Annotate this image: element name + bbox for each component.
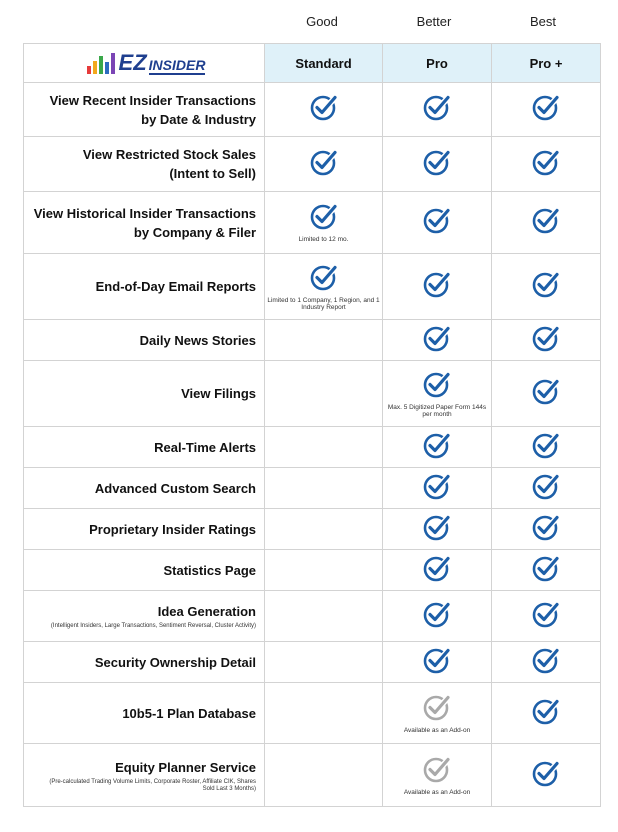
feature-title: Daily News Stories: [139, 332, 256, 348]
plan-note: Max. 5 Digitized Paper Form 144s per month: [387, 403, 487, 418]
plan-cell: [383, 591, 492, 642]
plan-cell: [383, 550, 492, 591]
check-icon: [532, 206, 560, 234]
plan-cell: [492, 320, 601, 361]
tier-best: Best: [529, 14, 556, 29]
header-row: [24, 44, 601, 83]
feature-name-cell: [24, 192, 265, 254]
feature-name-cell: [24, 642, 265, 683]
plan-cell: [383, 192, 492, 254]
plan-cell: [492, 468, 601, 509]
feature-name-cell: [24, 427, 265, 468]
feature-row: [24, 192, 601, 254]
check-icon: [423, 93, 451, 121]
plan-cell: [492, 192, 601, 254]
feature-title: View Restricted Stock Sales: [82, 147, 256, 162]
check-icon: [423, 554, 451, 582]
feature-name-cell: [24, 137, 265, 192]
feature-subtitle: (Pre-calculated Trading Volume Limits, Corporate Roster, Affiliate CIK, Shares Sold Last 3 Months): [49, 778, 256, 792]
check-icon: [423, 513, 451, 541]
check-icon: [310, 202, 338, 230]
feature-title: Idea Generation: [157, 604, 256, 619]
plan-cell: [265, 192, 383, 254]
check-icon: [532, 148, 560, 176]
plan-cell: [265, 509, 383, 550]
plan-cell: [492, 361, 601, 427]
plan-cell: [492, 683, 601, 744]
bar-chart-logo-icon: [83, 50, 119, 76]
check-icon: [532, 697, 560, 725]
feature-row: [24, 550, 601, 591]
plan-cell: [265, 550, 383, 591]
check-icon: [423, 431, 451, 459]
check-icon: [532, 324, 560, 352]
feature-row: [24, 83, 601, 137]
plan-cell: [265, 83, 383, 137]
feature-row: [24, 744, 601, 807]
feature-title: Statistics Page: [163, 562, 256, 578]
tier-good: Good: [306, 14, 338, 29]
feature-row: [24, 468, 601, 509]
feature-row: [24, 361, 601, 427]
check-icon: [423, 206, 451, 234]
plan-pro-plus-header: Pro +: [492, 44, 601, 83]
plan-cell: [492, 591, 601, 642]
plan-cell: [492, 137, 601, 192]
feature-title-line2: by Date & Industry: [141, 111, 256, 127]
check-icon: [532, 513, 560, 541]
feature-row: [24, 642, 601, 683]
feature-title: 10b5-1 Plan Database: [122, 705, 256, 721]
feature-name-cell: [24, 591, 265, 642]
plan-cell: [265, 683, 383, 744]
feature-title: View Historical Insider Transactions: [33, 205, 256, 221]
plan-cell: [383, 744, 492, 807]
feature-title-line2: (Intent to Sell): [169, 166, 256, 181]
check-icon: [423, 270, 451, 298]
plan-note: Available as an Add-on: [403, 726, 471, 734]
plan-cell: [265, 254, 383, 320]
plan-cell: [265, 591, 383, 642]
plan-pro-header: Pro: [383, 44, 492, 83]
plan-cell: [383, 254, 492, 320]
feature-row: [24, 137, 601, 192]
plan-cell: [492, 744, 601, 807]
feature-name-cell: [24, 468, 265, 509]
plan-cell: [492, 509, 601, 550]
check-icon: [423, 646, 451, 674]
logo-cell: [24, 44, 265, 83]
plan-cell: [265, 427, 383, 468]
feature-row: [24, 427, 601, 468]
plan-cell: [383, 642, 492, 683]
feature-title: Real-Time Alerts: [154, 439, 256, 455]
feature-name-cell: [24, 550, 265, 591]
logo-text: EZ INSIDER: [118, 50, 206, 75]
check-icon: [310, 93, 338, 121]
plan-cell: [492, 427, 601, 468]
feature-title: View Filings: [181, 386, 256, 401]
feature-row: [24, 320, 601, 361]
plan-cell: [265, 744, 383, 807]
feature-title: Proprietary Insider Ratings: [89, 521, 256, 537]
addon-check-icon: [423, 755, 451, 783]
plan-cell: [265, 642, 383, 683]
plan-cell: [265, 137, 383, 192]
check-icon: [532, 759, 560, 787]
check-icon: [310, 263, 338, 291]
plan-standard-header: Standard: [265, 44, 383, 83]
check-icon: [310, 148, 338, 176]
check-icon: [532, 431, 560, 459]
feature-subtitle: (Intelligent Insiders, Large Transactions, Sentiment Reversal, Cluster Activity): [50, 623, 256, 629]
feature-title: Security Ownership Detail: [94, 654, 256, 670]
check-icon: [532, 472, 560, 500]
plan-cell: [265, 361, 383, 427]
check-icon: [532, 646, 560, 674]
plan-cell: [383, 468, 492, 509]
check-icon: [532, 270, 560, 298]
check-icon: [423, 472, 451, 500]
check-icon: [423, 370, 451, 398]
plan-cell: [383, 683, 492, 744]
plan-cell: [383, 361, 492, 427]
plan-cell: [492, 642, 601, 683]
plan-cell: [492, 83, 601, 137]
feature-title-line2: by Company & Filer: [133, 224, 256, 240]
check-icon: [423, 600, 451, 628]
plan-note: Limited to 12 mo.: [298, 236, 349, 243]
check-icon: [532, 600, 560, 628]
plan-cell: [492, 254, 601, 320]
feature-row: [24, 683, 601, 744]
addon-check-icon: [423, 693, 451, 721]
plan-note: Limited to 1 Company, 1 Region, and 1 Industry Report: [267, 296, 380, 311]
plan-note: Available as an Add-on: [403, 788, 471, 796]
feature-name-cell: [24, 509, 265, 550]
check-icon: [532, 377, 560, 405]
tier-labels: [0, 14, 618, 32]
plan-cell: [492, 550, 601, 591]
plan-cell: [383, 427, 492, 468]
check-icon: [532, 554, 560, 582]
plan-cell: [265, 468, 383, 509]
plan-cell: [383, 83, 492, 137]
feature-title: Advanced Custom Search: [94, 480, 256, 496]
feature-name-cell: [24, 744, 265, 807]
feature-name-cell: [24, 683, 265, 744]
feature-title: End-of-Day Email Reports: [95, 279, 256, 294]
ez-insider-logo: [24, 44, 264, 82]
tier-better: Better: [416, 14, 452, 29]
plan-cell: [383, 509, 492, 550]
feature-row: [24, 591, 601, 642]
feature-name-cell: [24, 320, 265, 361]
feature-row: [24, 254, 601, 320]
check-icon: [423, 148, 451, 176]
feature-name-cell: [24, 254, 265, 320]
feature-title: Equity Planner Service: [115, 759, 256, 775]
plan-cell: [383, 320, 492, 361]
feature-row: [24, 509, 601, 550]
pricing-comparison-table: [23, 43, 601, 807]
feature-title: View Recent Insider Transactions: [49, 92, 256, 108]
feature-name-cell: [24, 361, 265, 427]
plan-cell: [383, 137, 492, 192]
check-icon: [532, 93, 560, 121]
feature-name-cell: [24, 83, 265, 137]
check-icon: [423, 324, 451, 352]
plan-cell: [265, 320, 383, 361]
